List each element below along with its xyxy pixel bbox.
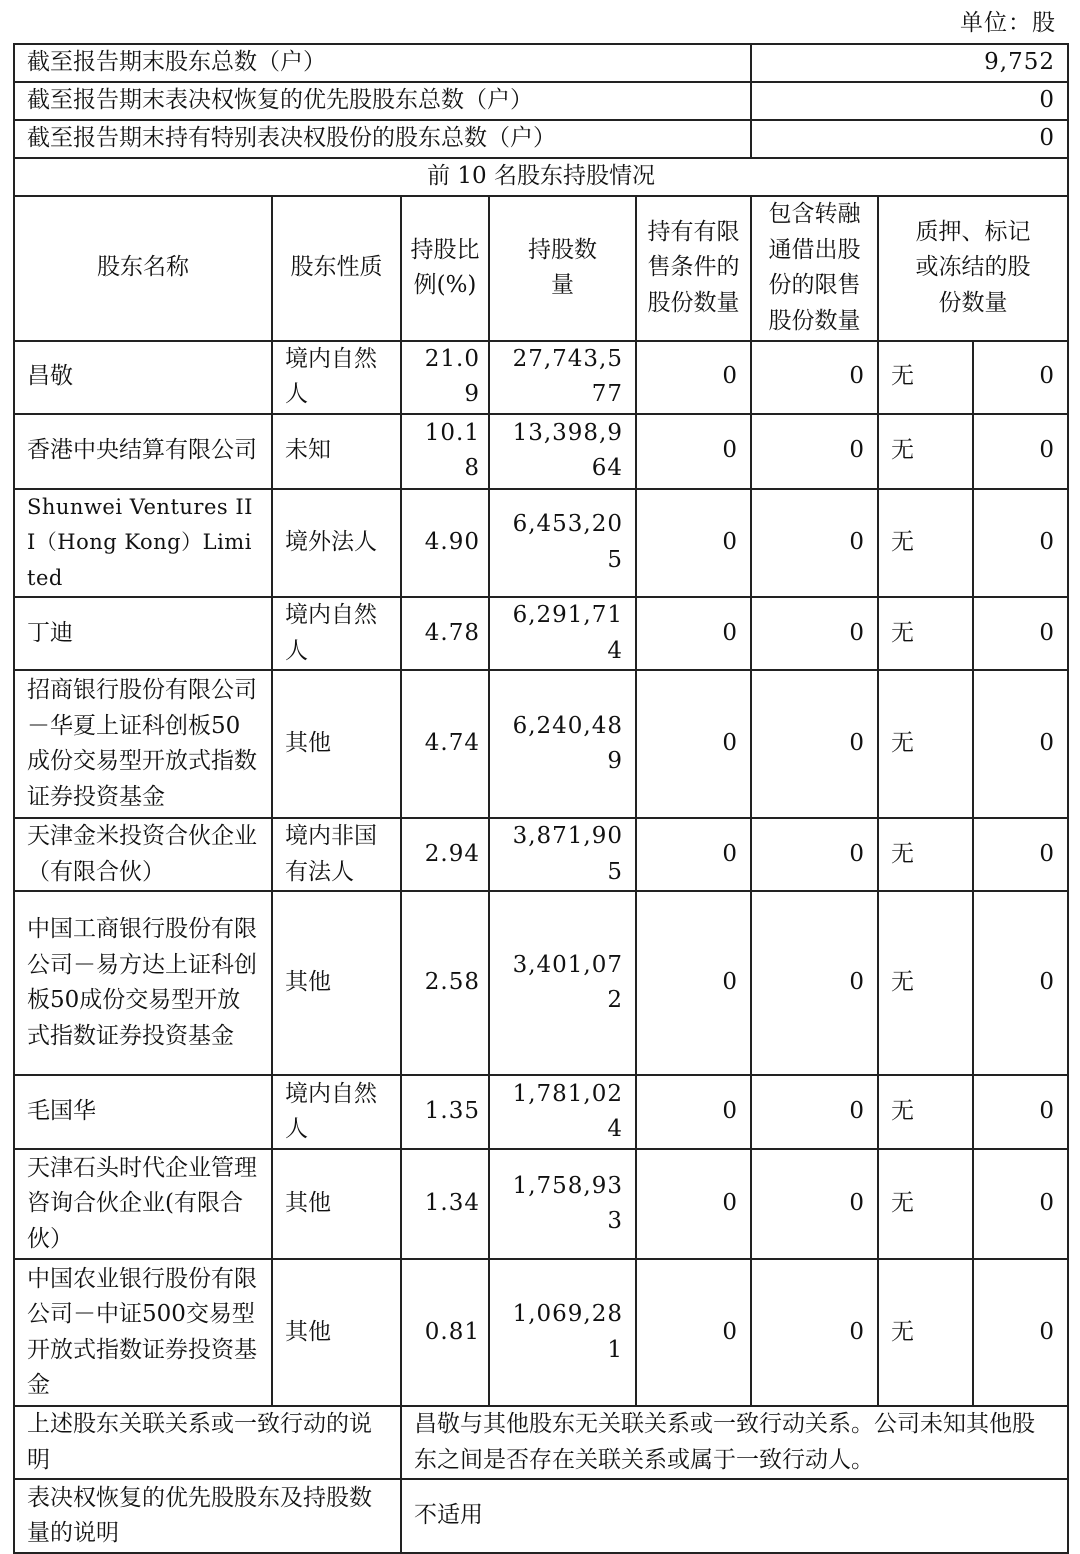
table-row [14,414,1068,489]
holding-ratio: 4.90 [401,489,489,598]
holding-ratio: 0.81 [401,1259,489,1406]
pledge-status: 无 [878,891,973,1075]
table-row [14,670,1068,818]
restricted-shares: 0 [636,1075,751,1149]
pledge-quantity: 0 [973,341,1068,414]
table-row [14,891,1068,1075]
table-row [14,341,1068,414]
summary-label: 截至报告期末表决权恢复的优先股股东总数（户） [14,82,751,120]
note-text: 不适用 [401,1479,1068,1553]
holding-quantity: 3,401,072 [489,891,636,1075]
holding-quantity: 13,398,964 [489,414,636,489]
shareholder-name: 丁迪 [14,597,272,670]
lent-shares: 0 [751,1149,878,1259]
pledge-status: 无 [878,341,973,414]
holding-ratio: 2.58 [401,891,489,1075]
note-label: 表决权恢复的优先股股东及持股数量的说明 [14,1479,401,1553]
pledge-quantity: 0 [973,1149,1068,1259]
unit-label: 单位：股 [960,10,1056,36]
holding-ratio: 4.74 [401,670,489,818]
table-row [14,489,1068,598]
shareholder-name: 天津石头时代企业管理咨询合伙企业(有限合伙） [14,1149,272,1259]
pledge-status: 无 [878,1259,973,1406]
column-header-row [14,196,1068,341]
lent-shares: 0 [751,341,878,414]
holding-quantity: 6,291,714 [489,597,636,670]
pledge-status: 无 [878,670,973,818]
header-restricted: 持有有限售条件的股份数量 [636,196,751,341]
section-title-row [14,158,1068,196]
shareholder-name: 中国工商银行股份有限公司－易方达上证科创板50成份交易型开放式指数证券投资基金 [14,891,272,1075]
holding-quantity: 1,758,933 [489,1149,636,1259]
pledge-quantity: 0 [973,489,1068,598]
pledge-status: 无 [878,489,973,598]
holding-quantity: 1,069,281 [489,1259,636,1406]
summary-value: 0 [751,82,1068,120]
pledge-status: 无 [878,1149,973,1259]
header-pledge: 质押、标记或冻结的股份数量 [878,196,1068,341]
shareholder-nature: 其他 [272,1259,401,1406]
note-row [14,1406,1068,1479]
holding-ratio: 10.18 [401,414,489,489]
shareholder-name: Shunwei Ventures III（Hong Kong）Limited [14,489,272,598]
note-row [14,1479,1068,1553]
lent-shares: 0 [751,414,878,489]
restricted-shares: 0 [636,891,751,1075]
shareholder-nature: 未知 [272,414,401,489]
shareholder-name: 招商银行股份有限公司－华夏上证科创板50成份交易型开放式指数证券投资基金 [14,670,272,818]
pledge-quantity: 0 [973,1075,1068,1149]
lent-shares: 0 [751,489,878,598]
restricted-shares: 0 [636,414,751,489]
restricted-shares: 0 [636,489,751,598]
shareholder-name: 中国农业银行股份有限公司－中证500交易型开放式指数证券投资基金 [14,1259,272,1406]
summary-row [14,44,1068,82]
lent-shares: 0 [751,670,878,818]
shareholder-name: 天津金米投资合伙企业（有限合伙） [14,818,272,891]
restricted-shares: 0 [636,341,751,414]
holding-ratio: 1.34 [401,1149,489,1259]
holding-quantity: 6,240,489 [489,670,636,818]
pledge-status: 无 [878,1075,973,1149]
header-name: 股东名称 [14,196,272,341]
shareholder-nature: 境内自然人 [272,1075,401,1149]
shareholder-nature: 其他 [272,891,401,1075]
pledge-quantity: 0 [973,670,1068,818]
lent-shares: 0 [751,597,878,670]
pledge-quantity: 0 [973,1259,1068,1406]
summary-value: 0 [751,120,1068,158]
pledge-status: 无 [878,414,973,489]
shareholder-name: 昌敬 [14,341,272,414]
lent-shares: 0 [751,818,878,891]
shareholder-name: 毛国华 [14,1075,272,1149]
pledge-quantity: 0 [973,891,1068,1075]
pledge-status: 无 [878,818,973,891]
holding-ratio: 21.09 [401,341,489,414]
holding-quantity: 3,871,905 [489,818,636,891]
restricted-shares: 0 [636,818,751,891]
shareholder-nature: 境内非国有法人 [272,818,401,891]
holding-ratio: 1.35 [401,1075,489,1149]
header-quantity: 持股数量 [489,196,636,341]
lent-shares: 0 [751,1075,878,1149]
lent-shares: 0 [751,891,878,1075]
summary-label: 截至报告期末股东总数（户） [14,44,751,82]
table-row [14,1259,1068,1406]
lent-shares: 0 [751,1259,878,1406]
pledge-quantity: 0 [973,414,1068,489]
summary-row [14,120,1068,158]
header-nature: 股东性质 [272,196,401,341]
holding-ratio: 4.78 [401,597,489,670]
shareholder-nature: 其他 [272,670,401,818]
pledge-status: 无 [878,597,973,670]
summary-row [14,82,1068,120]
shareholder-nature: 其他 [272,1149,401,1259]
table-row [14,818,1068,891]
restricted-shares: 0 [636,1149,751,1259]
pledge-quantity: 0 [973,597,1068,670]
table-row [14,1075,1068,1149]
section-title: 前 10 名股东持股情况 [14,158,1068,196]
restricted-shares: 0 [636,670,751,818]
shareholder-nature: 境内自然人 [272,597,401,670]
restricted-shares: 0 [636,1259,751,1406]
restricted-shares: 0 [636,597,751,670]
holding-quantity: 6,453,205 [489,489,636,598]
holding-quantity: 27,743,577 [489,341,636,414]
table-row [14,1149,1068,1259]
note-label: 上述股东关联关系或一致行动的说明 [14,1406,401,1479]
pledge-quantity: 0 [973,818,1068,891]
summary-value: 9,752 [751,44,1068,82]
shareholder-name: 香港中央结算有限公司 [14,414,272,489]
shareholder-nature: 境内自然人 [272,341,401,414]
shareholder-nature: 境外法人 [272,489,401,598]
summary-label: 截至报告期末持有特别表决权股份的股东总数（户） [14,120,751,158]
holding-ratio: 2.94 [401,818,489,891]
shareholder-table [13,43,1069,1554]
table-row [14,597,1068,670]
holding-quantity: 1,781,024 [489,1075,636,1149]
header-lent: 包含转融通借出股份的限售股份数量 [751,196,878,341]
note-text: 昌敬与其他股东无关联关系或一致行动关系。公司未知其他股东之间是否存在关联关系或属于一致行动人。 [401,1406,1068,1479]
header-ratio: 持股比例(%) [401,196,489,341]
